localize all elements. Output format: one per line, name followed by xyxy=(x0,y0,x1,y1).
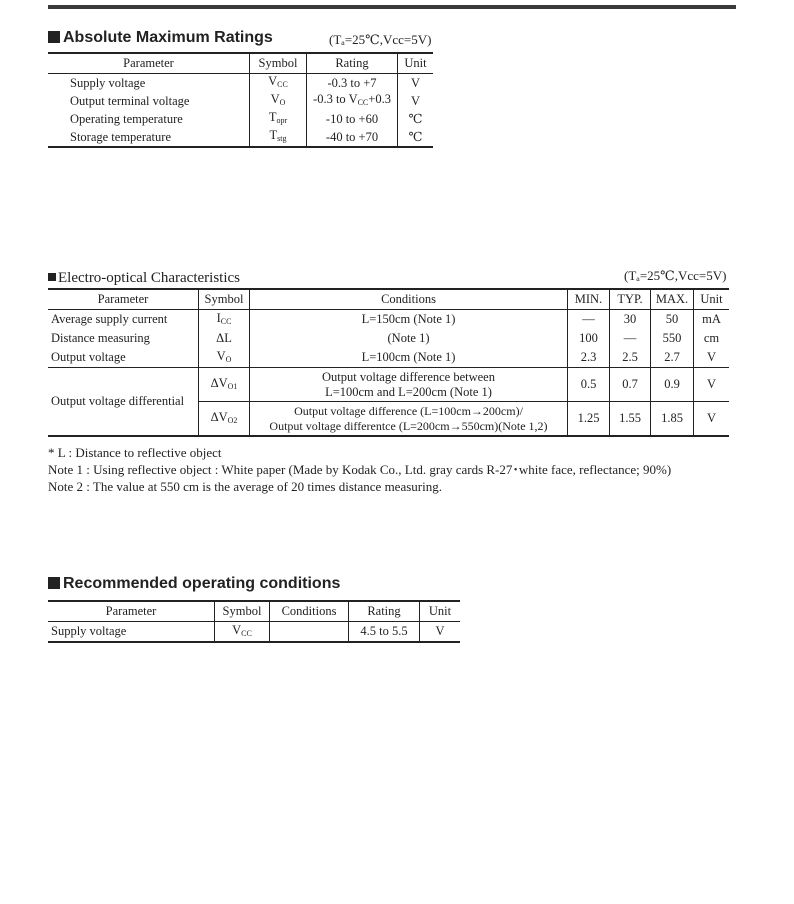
header-symbol: Symbol xyxy=(250,53,307,74)
header-symbol: Symbol xyxy=(199,289,250,310)
table-row: Supply voltage $V_{CC}$ -0.3 to +7 V xyxy=(48,74,433,93)
header-conditions: Conditions xyxy=(250,289,568,310)
table-row: Output terminal voltage $V_O$ -0.3 to $V_{CC}+0.3$ V xyxy=(48,92,433,110)
header-rating: Rating xyxy=(349,601,420,622)
table-row: Operating temperature $T_{opr}$ -10 to +60 ℃ xyxy=(48,110,433,128)
notes xyxy=(48,444,671,495)
header-parameter: Parameter xyxy=(48,53,250,74)
note-1: Note 1 : Using reflective object : White paper (Made by Kodak Co., Ltd. gray cards R-27･white face, reflectance; 90%) xyxy=(48,462,672,477)
header-parameter: Parameter xyxy=(48,601,215,622)
recommended-table xyxy=(48,600,460,643)
electro-conditions: (Tₐ=25℃,Vcc=5V) xyxy=(624,268,727,283)
header-parameter: Parameter xyxy=(48,289,199,310)
note-l: * L : Distance to reflective object xyxy=(48,445,222,460)
header-unit: Unit xyxy=(398,53,434,74)
table-row: Output voltage $V_O$ L=100cm (Note 1) 2.3 2.5 2.7 V xyxy=(48,348,729,368)
note-2: Note 2 : The value at 550 cm is the average of 20 times distance measuring. xyxy=(48,479,442,494)
abs-max-table xyxy=(48,52,433,148)
header-rating: Rating xyxy=(307,53,398,74)
top-rule xyxy=(48,5,736,9)
header-conditions: Conditions xyxy=(270,601,349,622)
abs-max-conditions: (Tₐ=25℃,Vcc=5V) xyxy=(329,32,432,47)
electro-title: Electro-optical Characteristics xyxy=(48,270,240,287)
header-max: MAX. xyxy=(651,289,694,310)
table-row: Output voltage differential $\Delta V_{O1}$ Output voltage difference between L=100cm and L=200cm (Note 1) 0.5 0.7 0.9 V xyxy=(48,368,729,402)
recommended-title: Recommended operating conditions xyxy=(48,575,340,593)
header-unit: Unit xyxy=(420,601,461,622)
table-row: Storage temperature $T_{stg}$ -40 to +70 ℃ xyxy=(48,128,433,147)
header-typ: TYP. xyxy=(610,289,651,310)
table-row: Average supply current $I_{CC}$ L=150cm (Note 1) — 30 50 mA xyxy=(48,310,729,330)
header-symbol: Symbol xyxy=(215,601,270,622)
abs-max-title: Absolute Maximum Ratings xyxy=(48,29,273,47)
table-row: Supply voltage $V_{CC}$ 4.5 to 5.5 V xyxy=(48,622,460,643)
table-row: $\Delta V_{O2}$ Output voltage difference (L=100cm→200cm)/ Output voltage differentce (L=200cm→550cm)(Note 1,2) 1.25 1.55 1.85 V xyxy=(48,402,729,437)
electro-table xyxy=(48,288,729,437)
table-row: Distance measuring ΔL (Note 1) 100 — 550 cm xyxy=(48,329,729,348)
header-unit: Unit xyxy=(694,289,730,310)
header-min: MIN. xyxy=(568,289,610,310)
